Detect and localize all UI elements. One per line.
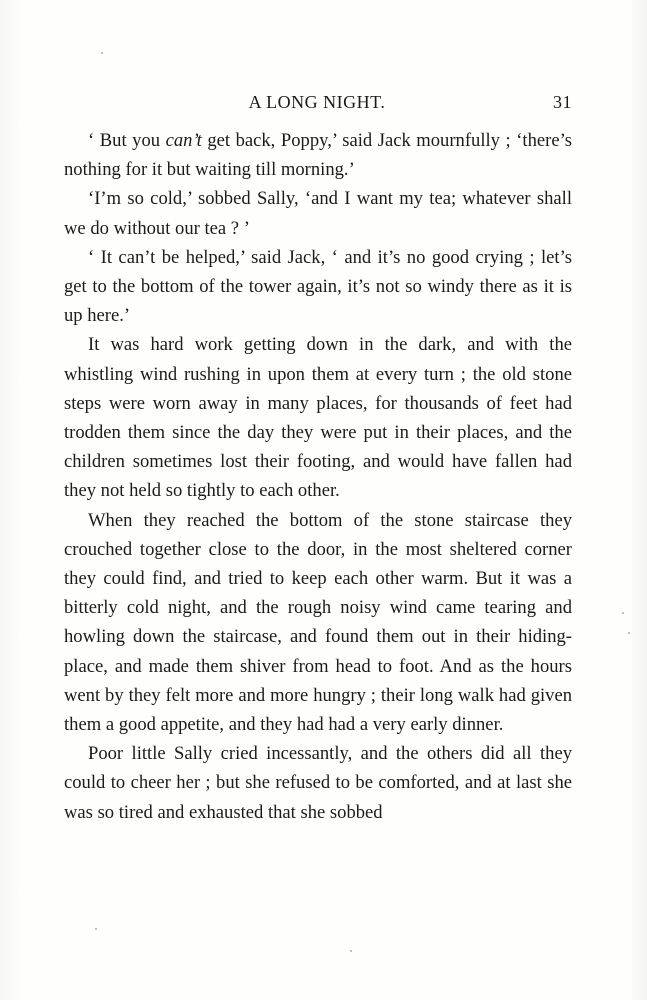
paragraph: ‘ It can’t be helped,’ said Jack, ‘ and it’s no good crying ; let’s get to the bottom of the tower again, it’s not so windy there as it is up here.’ (64, 246, 572, 327)
paper-speck (101, 52, 103, 54)
paragraph-text: get back, Poppy,’ said Jack mournfully ; ‘there’s nothing for it but waiting till morning.’ (64, 130, 572, 181)
paper-speck (95, 928, 97, 930)
paper-speck (628, 632, 630, 634)
paragraph-text: ‘ But you (88, 130, 166, 151)
paragraph (64, 126, 572, 184)
paragraph: When they reached the bottom of the stone staircase they crouched together close to the door, in the most sheltered corner they could find, and tried to keep each other warm. But it was a bitterly cold night, and the rough noisy wind came tearing and howling down the staircase, and found them out in their hiding-place, and made them shiver from head to foot. And as the hours went by they felt more and more hungry ; their long walk had given them a good appetite, and they had had a very early dinner. (64, 509, 572, 736)
body-text (64, 126, 572, 827)
paragraph: ‘I’m so cold,’ sobbed Sally, ‘and I want my tea; whatever shall we do without our tea ? ’ (64, 188, 572, 239)
chapter-title: A LONG NIGHT. (248, 92, 386, 112)
paragraph: Poor little Sally cried incessantly, and the others did all they could to cheer her ; but she refused to be comforted, and at last she was so tired and exhausted that she sobbed (64, 743, 572, 823)
italic-word: can’t (165, 130, 202, 151)
paper-speck (622, 612, 624, 614)
page-number: 31 (553, 92, 572, 112)
paper-speck (350, 950, 352, 952)
running-head (62, 92, 572, 118)
paragraph: It was hard work getting down in the dark, and with the whistling wind rushing in upon them at every turn ; the old stone steps were worn away in many places, for thousands of feet had trodden them since the day they were put in their places, and the children sometimes lost their footing, and would have fallen had they not held so tightly to each other. (64, 334, 572, 502)
